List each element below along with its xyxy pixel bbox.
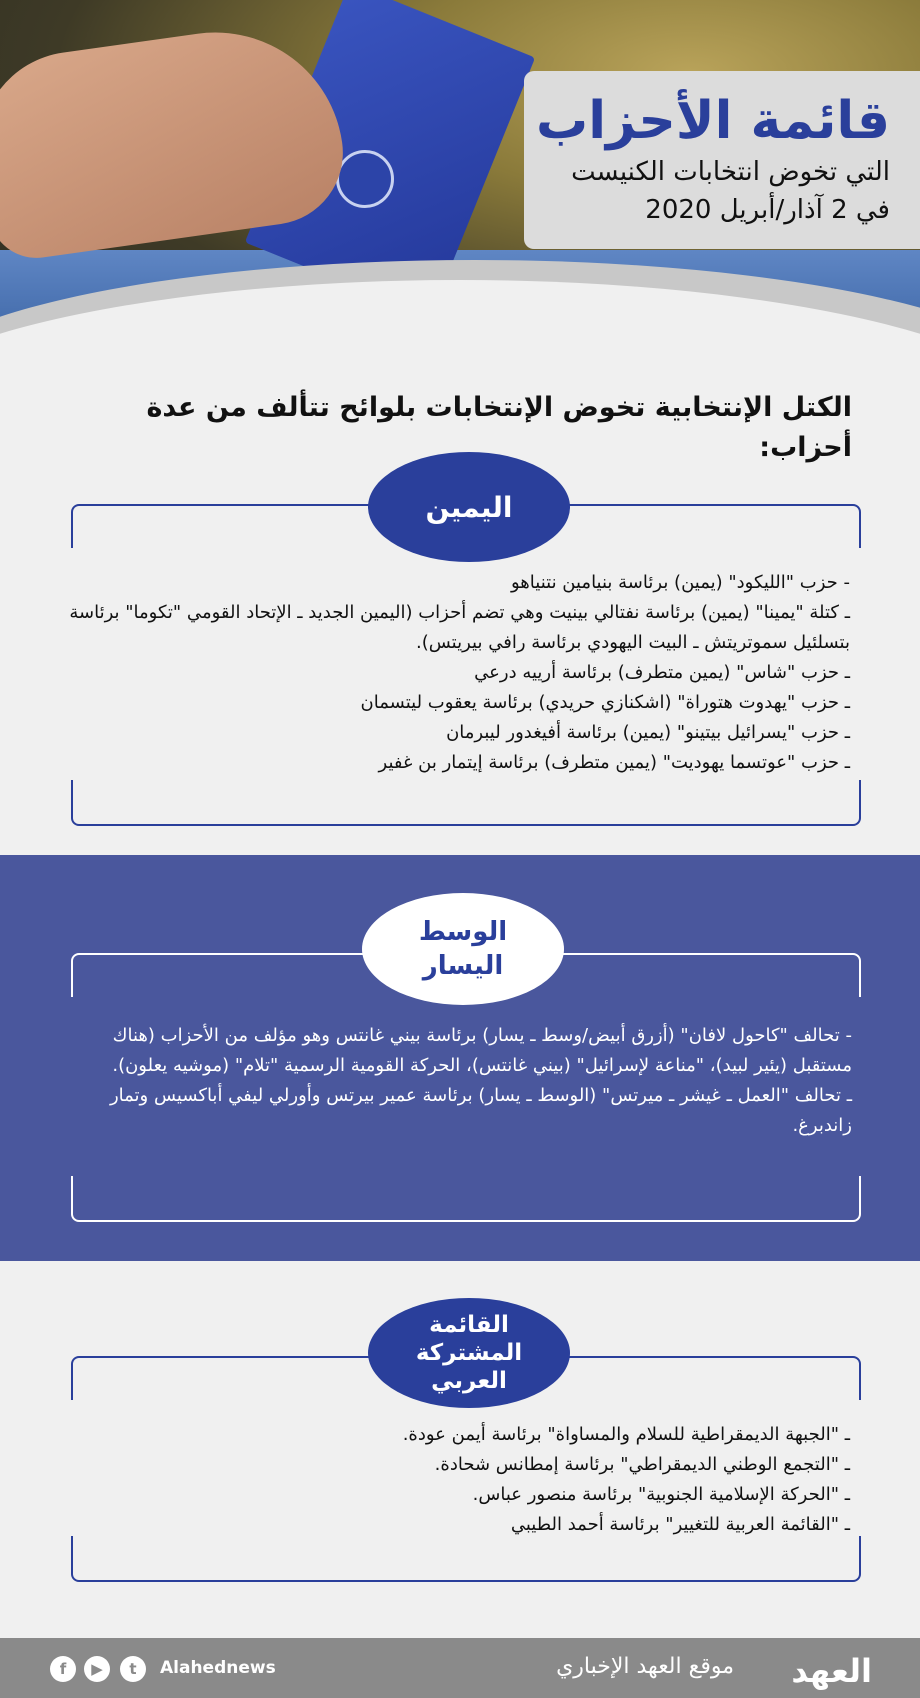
list-item: ـ "التجمع الوطني الديمقراطي" برئاسة إمطانس شحادة. xyxy=(434,1454,850,1475)
bloc-list-center-left xyxy=(84,1021,852,1141)
bloc-title-line: اليسار xyxy=(422,951,504,981)
bloc-title-joint-list xyxy=(368,1298,570,1408)
bloc-list-joint-list xyxy=(58,1420,850,1540)
list-item: ـ تحالف "العمل ـ غيشر ـ ميرتس" (الوسط ـ يسار) برئاسة عمير بيرتس وأورلي ليفي أباكسيس وتمار زاندبرغ. xyxy=(109,1085,852,1136)
list-item: ـ "القائمة العربية للتغيير" برئاسة أحمد الطيبي xyxy=(510,1514,850,1535)
subtitle-line2: في 2 آذار/أبريل 2020 xyxy=(645,195,890,225)
bloc-list-right xyxy=(58,568,850,778)
list-item: ـ كتلة "يمينا" (يمين) برئاسة نفتالي بينيت وهي تضم أحزاب (اليمين الجديد ـ الإتحاد القومي "تكوما" برئاسة بتسلئيل سموتريتش ـ البيت اليهودي برئاسة رافي بيريتس). xyxy=(69,602,850,653)
list-item: ـ حزب "يهدوت هتوراة" (اشكنازي حريدي) برئاسة يعقوب ليتسمان xyxy=(360,692,850,713)
bloc-title-line: الوسط xyxy=(418,917,508,947)
bloc-frame-bottom xyxy=(71,1536,861,1582)
youtube-icon[interactable]: ▶ xyxy=(84,1656,110,1682)
list-item: ـ حزب "شاس" (يمين متطرف) برئاسة أرييه درعي xyxy=(474,662,850,683)
list-item: ـ "الجبهة الديمقراطية للسلام والمساواة" برئاسة أيمن عودة. xyxy=(402,1424,850,1445)
alahed-logo[interactable]: العهد xyxy=(791,1652,872,1690)
facebook-icon[interactable]: f xyxy=(50,1656,76,1682)
list-item: ـ "الحركة الإسلامية الجنوبية" برئاسة منصور عباس. xyxy=(472,1484,850,1505)
bloc-title-right xyxy=(368,452,570,562)
social-handle: Alahednews xyxy=(160,1658,276,1678)
bloc-frame-bottom xyxy=(71,780,861,826)
list-item: ـ حزب "يسرائيل بيتينو" (يمين) برئاسة أفيغدور ليبرمان xyxy=(446,722,850,743)
bloc-frame-bottom xyxy=(71,1176,861,1222)
page-title: قائمة الأحزاب xyxy=(535,91,890,151)
list-item: - حزب "الليكود" (يمين) برئاسة بنيامين نتنياهو xyxy=(511,572,850,593)
bloc-title-line: المشتركة xyxy=(415,1340,523,1366)
site-name: موقع العهد الإخباري xyxy=(556,1654,734,1679)
list-item: ـ حزب "عوتسما يهوديت" (يمين متطرف) برئاسة إيتمار بن غفير xyxy=(378,752,850,773)
bloc-title-line: اليمين xyxy=(425,490,513,524)
subtitle-line1: التي تخوض انتخابات الكنيست xyxy=(571,157,890,187)
bloc-title-center-left xyxy=(362,893,564,1005)
title-card xyxy=(524,71,920,249)
bloc-title-line: العربي xyxy=(431,1368,507,1394)
emblem-icon xyxy=(336,150,394,208)
bloc-title-line: القائمة xyxy=(429,1312,509,1338)
intro-heading: الكتل الإنتخابية تخوض الإنتخابات بلوائح تتألف من عدة أحزاب: xyxy=(146,392,852,463)
list-item: - تحالف "كاحول لافان" (أزرق أبيض/وسط ـ يسار) برئاسة بيني غانتس وهو مؤلف من الأحزاب (هناك مستقبل (يئير لبيد)، "مناعة لإسرائيل" (بيني غانتس)، الحركة القومية الرسمية "تلام" (موشيه يعلون). xyxy=(112,1025,852,1076)
footer xyxy=(0,1638,920,1698)
twitter-icon[interactable]: t xyxy=(120,1656,146,1682)
